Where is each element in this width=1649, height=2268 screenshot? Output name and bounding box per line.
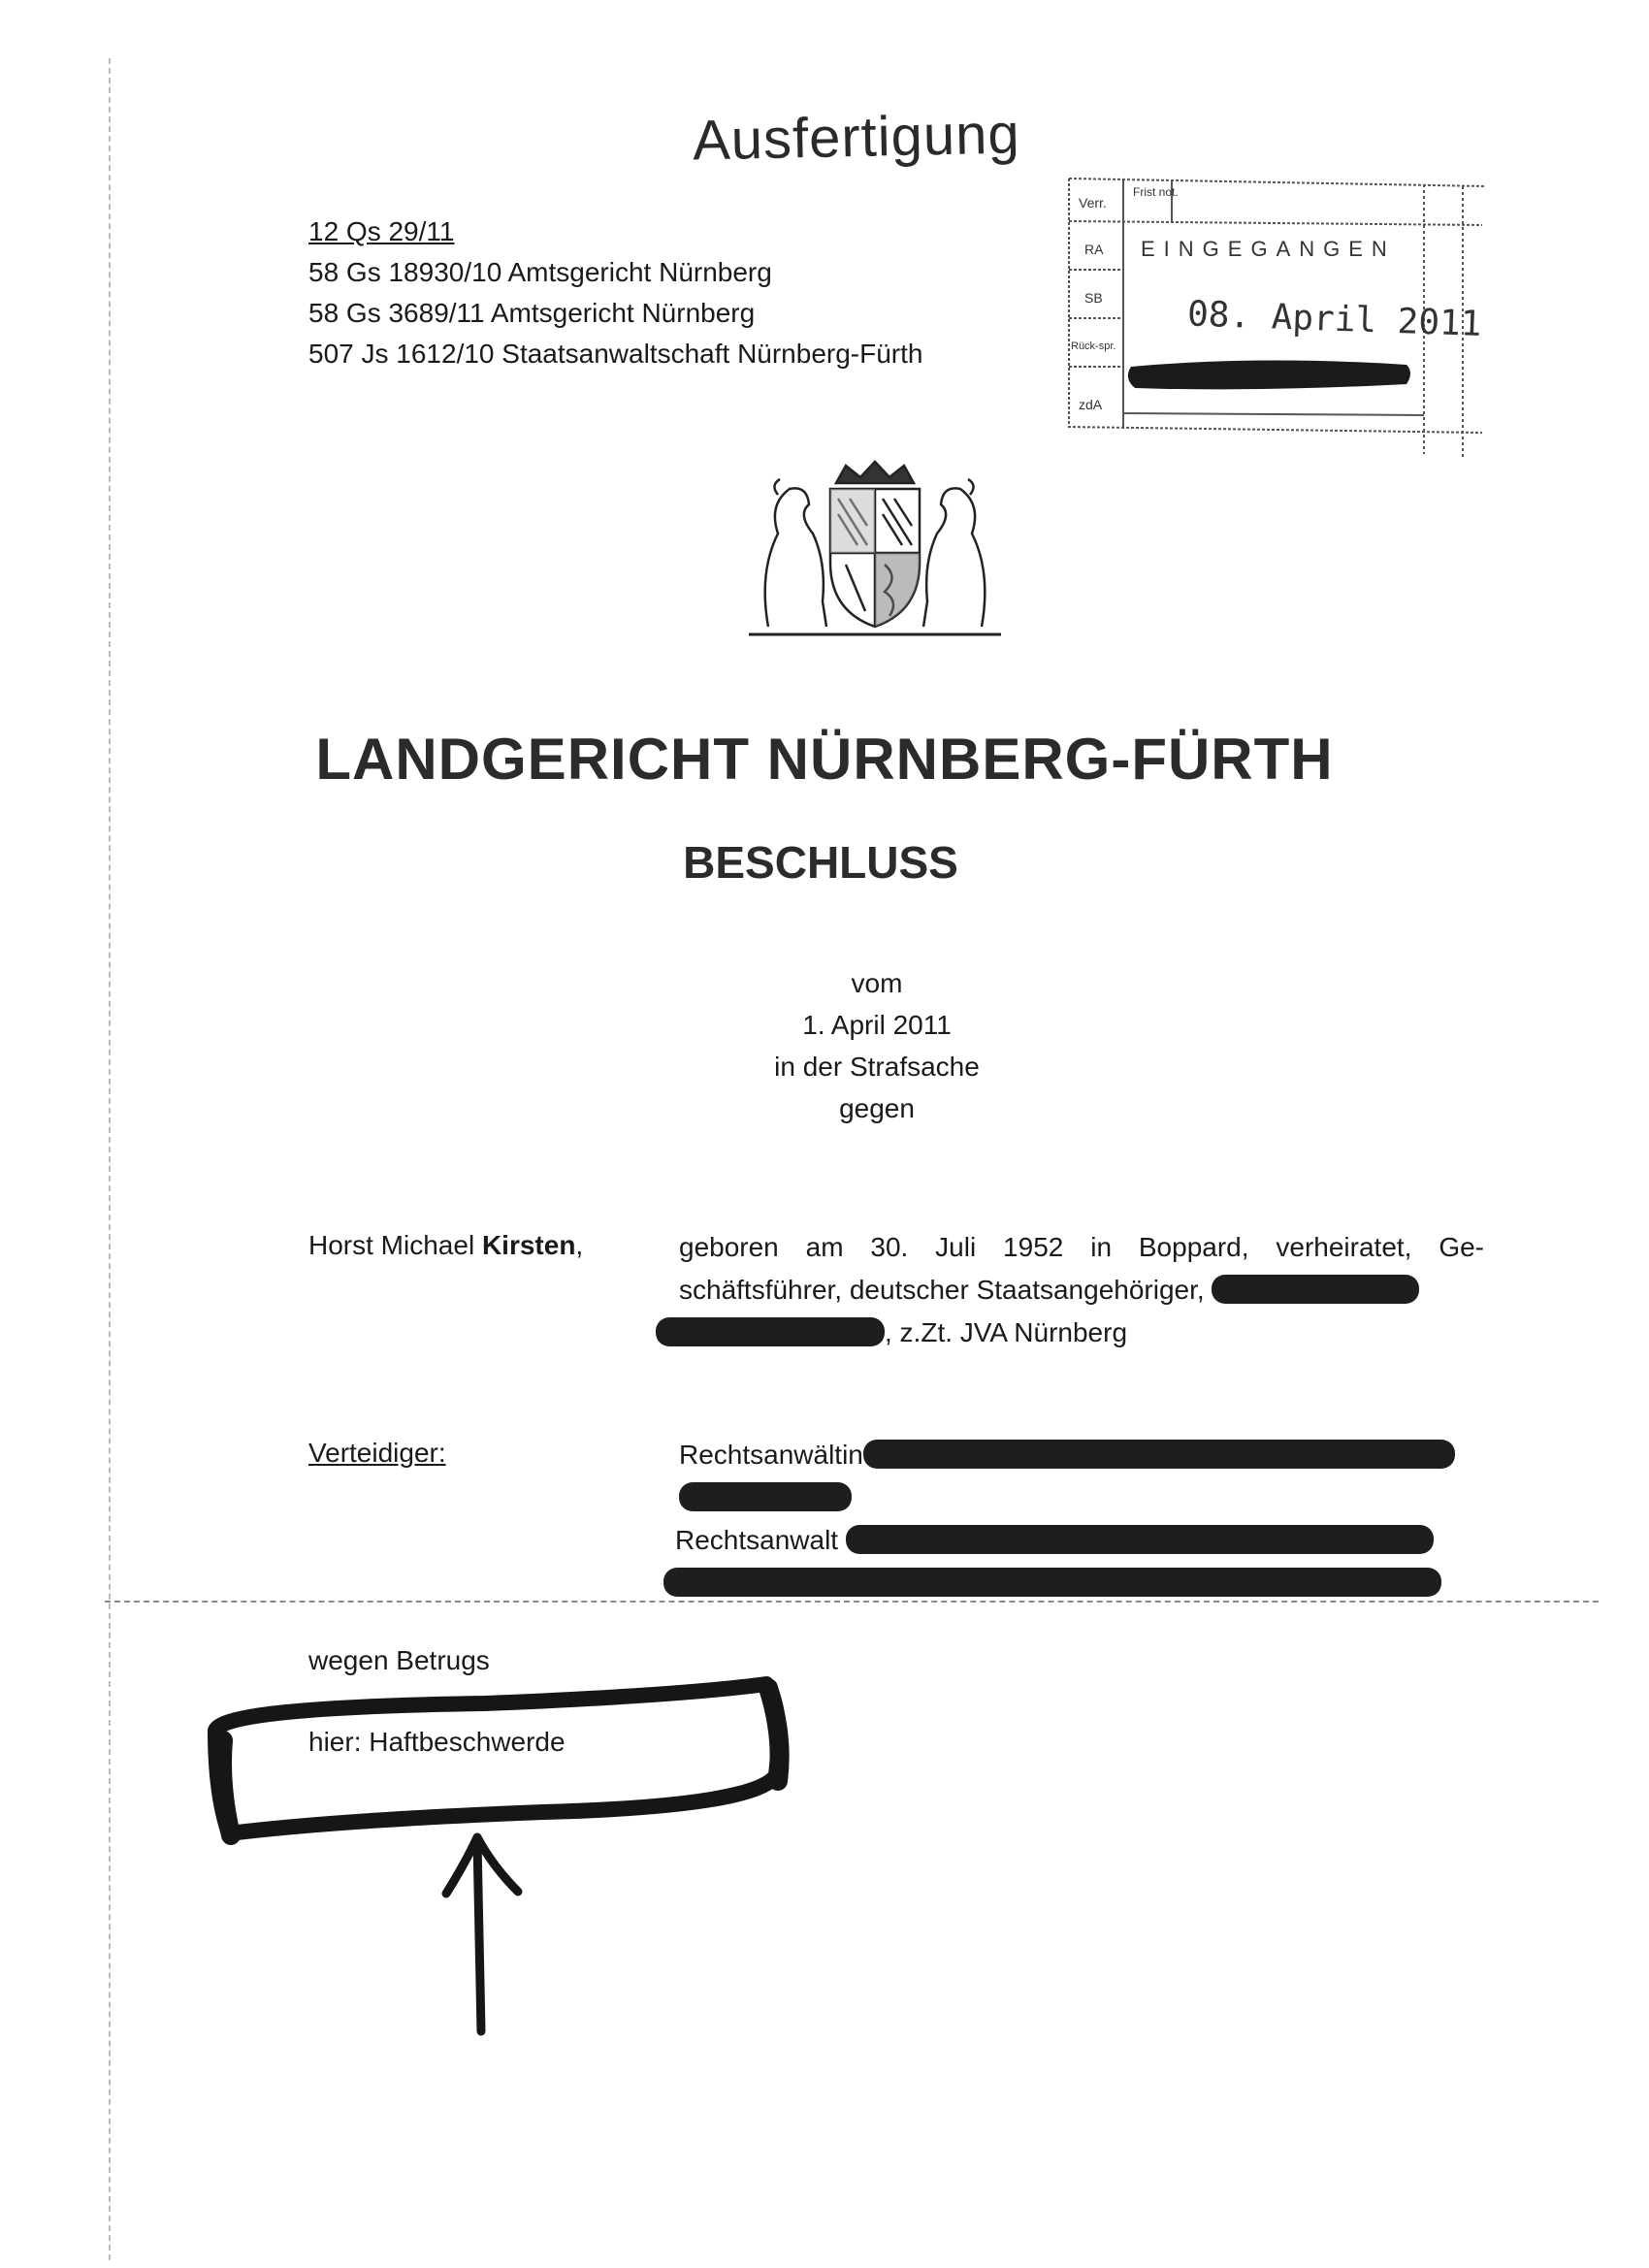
date-block bbox=[52, 962, 1649, 1129]
coat-of-arms bbox=[729, 456, 1020, 640]
decision-date: 1. April 2011 bbox=[802, 1010, 952, 1040]
receipt-stamp bbox=[1065, 173, 1492, 466]
subject-text: hier: Haftbeschwerde bbox=[308, 1727, 566, 1757]
scan-edge bbox=[109, 58, 111, 2260]
defendant-surname: Kirsten bbox=[481, 1230, 576, 1260]
stamp-row-label: RA bbox=[1084, 242, 1104, 257]
reference-line: 507 Js 1612/10 Staatsanwaltschaft Nürnberg-Fürth bbox=[308, 339, 923, 369]
reference-line: 58 Gs 18930/10 Amtsgericht Nürnberg bbox=[308, 257, 772, 287]
stamp-date: 08. April 2011 bbox=[1186, 294, 1483, 344]
redaction-bar bbox=[846, 1525, 1434, 1554]
charge-text: wegen Betrugs bbox=[308, 1645, 490, 1675]
defendant-name: Horst Michael Kirsten, bbox=[308, 1230, 584, 1260]
defense-label: Verteidiger: bbox=[308, 1438, 446, 1468]
redaction-bar bbox=[1212, 1275, 1419, 1304]
stamp-redaction bbox=[1128, 360, 1410, 389]
marker-box bbox=[215, 1684, 778, 1833]
reference-line: 58 Gs 3689/11 Amtsgericht Nürnberg bbox=[308, 298, 756, 328]
document-type: BESCHLUSS bbox=[683, 837, 958, 888]
redaction-bar bbox=[656, 1317, 885, 1346]
date-line: in der Strafsache bbox=[774, 1052, 980, 1082]
redaction-bar bbox=[663, 1568, 1441, 1597]
defendant-details: geboren am 30. Juli 1952 in Boppard, verheiratet, Ge- schäftsführer, deutscher Staatsangehöriger, , z.Zt. JVA Nürnberg bbox=[679, 1226, 1484, 1354]
marker-arrow bbox=[477, 1841, 481, 2031]
redaction-bar bbox=[679, 1482, 852, 1511]
date-line: vom bbox=[851, 968, 903, 998]
reference-numbers bbox=[308, 211, 922, 374]
stamp-row-label: SB bbox=[1084, 290, 1103, 306]
stamp-col-label: Frist not. bbox=[1133, 185, 1179, 199]
redaction-bar bbox=[863, 1440, 1455, 1469]
stamp-title: EINGEGANGEN bbox=[1141, 237, 1396, 261]
reference-primary: 12 Qs 29/11 bbox=[308, 216, 455, 246]
stamp-row-label: Verr. bbox=[1079, 195, 1107, 211]
defense-details: Rechtsanwältin Rechtsanwalt bbox=[679, 1434, 1484, 1604]
stamp-row-label: Rück-spr. bbox=[1071, 340, 1116, 352]
court-name: LANDGERICHT NÜRNBERG-FÜRTH bbox=[315, 727, 1334, 792]
date-line: gegen bbox=[839, 1093, 915, 1123]
stamp-row-label: zdA bbox=[1079, 397, 1103, 412]
header-stamp: Ausfertigung bbox=[692, 102, 1021, 173]
